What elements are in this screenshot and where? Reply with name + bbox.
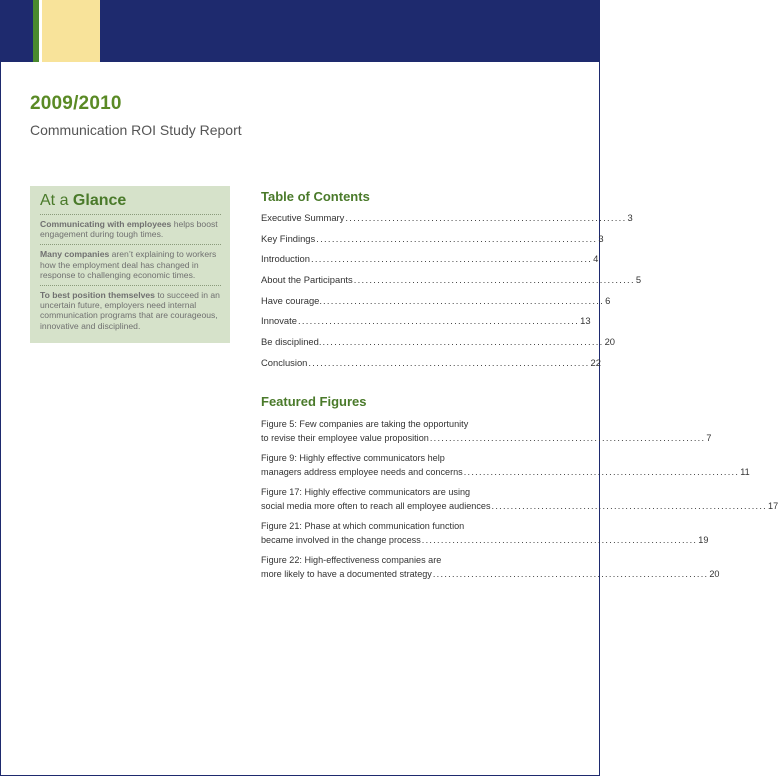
toc-entry[interactable] xyxy=(261,253,599,274)
leader-dots: ........................................................................ xyxy=(491,500,768,511)
toc-entry[interactable] xyxy=(261,232,604,254)
figure-entry[interactable] xyxy=(261,554,720,588)
figure-entry[interactable] xyxy=(261,520,709,554)
figures-heading: Featured Figures xyxy=(261,394,367,409)
toc-heading: Table of Contents xyxy=(261,189,370,204)
toc-list xyxy=(261,212,642,378)
leader-dots: ........................................................................ xyxy=(345,212,627,223)
figure-entry[interactable] xyxy=(261,486,778,520)
leader-dots: ........................................................................ xyxy=(316,232,598,244)
leader-dots: ........................................................................ xyxy=(311,253,593,265)
toc-entry-label: Introduction xyxy=(261,253,310,265)
toc-entry-label: Conclusion xyxy=(261,356,308,368)
toc-entry-label: Innovate xyxy=(261,315,297,327)
figure-entry-title: Figure 21: Phase at which communication function xyxy=(261,521,465,531)
toc-entry-label: About the Participants xyxy=(261,274,353,286)
glance-item xyxy=(40,285,221,336)
toc-entry-label: Be disciplined. xyxy=(261,336,322,348)
figure-entry-page: 17 xyxy=(768,500,778,511)
toc-entry[interactable] xyxy=(261,294,611,316)
leader-dots: ........................................................................ xyxy=(429,432,706,443)
toc-entry[interactable] xyxy=(261,212,633,233)
figure-entry-title: Figure 5: Few companies are taking the opportunity xyxy=(261,419,469,429)
figure-entry[interactable] xyxy=(261,418,712,452)
glance-item-text: helps boost engagement during tough times. xyxy=(40,219,218,240)
glance-item-lead: Communicating with employees xyxy=(40,219,172,229)
toc-entry-label: Have courage. xyxy=(261,294,322,306)
toc-entry-page: 22 xyxy=(590,356,601,368)
glance-heading-light: At a xyxy=(40,192,69,209)
figure-entry-page: 20 xyxy=(709,568,720,579)
toc-entry-page: 5 xyxy=(635,274,642,286)
glance-heading xyxy=(40,192,221,210)
leader-dots: ........................................................................ xyxy=(421,534,698,545)
glance-item-lead: Many companies xyxy=(40,249,110,260)
toc-entry-page: 13 xyxy=(580,315,591,327)
figure-entry-page: 7 xyxy=(706,432,712,443)
toc-entry-label: Executive Summary xyxy=(261,212,345,223)
figure-entry-subtitle: managers address employee needs and concerns xyxy=(261,466,463,477)
glance-item xyxy=(40,214,221,244)
toc-entry-page: 3 xyxy=(627,212,633,223)
glance-item-text: aren’t explaining to workers how the employment deal has changed in response to challenging economic times. xyxy=(40,249,217,280)
at-a-glance-box xyxy=(30,186,230,343)
figure-entry[interactable] xyxy=(261,452,750,486)
toc-entry-page: 6 xyxy=(605,294,611,306)
leader-dots: ........................................................................ xyxy=(463,466,740,477)
figure-entry-title: Figure 17: Highly effective communicators are using xyxy=(261,487,471,497)
glance-item xyxy=(40,244,221,285)
toc-entry-label: Key Findings xyxy=(261,232,316,244)
figure-entry-subtitle: to revise their employee value proposition xyxy=(261,432,429,443)
figure-entry-page: 19 xyxy=(698,534,709,545)
toc-entry[interactable] xyxy=(261,315,591,336)
toc-entry[interactable] xyxy=(261,336,616,357)
leader-dots: ........................................................................ xyxy=(322,336,604,348)
toc-entry-page: 3 xyxy=(598,232,604,244)
figure-entry-page: 11 xyxy=(740,466,750,477)
figure-entry-title: Figure 9: Highly effective communicators help xyxy=(261,453,445,463)
toc-entry[interactable] xyxy=(261,274,642,295)
toc-entry-page: 4 xyxy=(593,253,599,265)
glance-item-text: to succeed in an uncertain future, employers need internal communication programs that are courageous, innovative and disciplined. xyxy=(40,290,220,331)
leader-dots: ........................................................................ xyxy=(432,568,709,579)
leader-dots: ........................................................................ xyxy=(353,274,635,286)
leader-dots: ........................................................................ xyxy=(297,315,580,327)
leader-dots: ........................................................................ xyxy=(322,294,605,306)
report-year: 2009/2010 xyxy=(30,93,122,114)
yellow-stripe xyxy=(42,0,100,62)
figure-entry-subtitle: more likely to have a documented strategy xyxy=(261,568,432,579)
leader-dots: ........................................................................ xyxy=(308,356,590,368)
figure-entry-subtitle: social media more often to reach all employee audiences xyxy=(261,500,491,511)
figure-entry-subtitle: became involved in the change process xyxy=(261,534,421,545)
toc-entry-page: 20 xyxy=(604,336,616,348)
figures-list xyxy=(261,418,778,588)
figure-entry-title: Figure 22: High-effectiveness companies are xyxy=(261,555,442,565)
glance-heading-bold: Glance xyxy=(72,192,127,209)
glance-item-lead: To best position themselves xyxy=(40,290,155,301)
report-subtitle: Communication ROI Study Report xyxy=(30,122,242,138)
toc-entry[interactable] xyxy=(261,356,601,378)
